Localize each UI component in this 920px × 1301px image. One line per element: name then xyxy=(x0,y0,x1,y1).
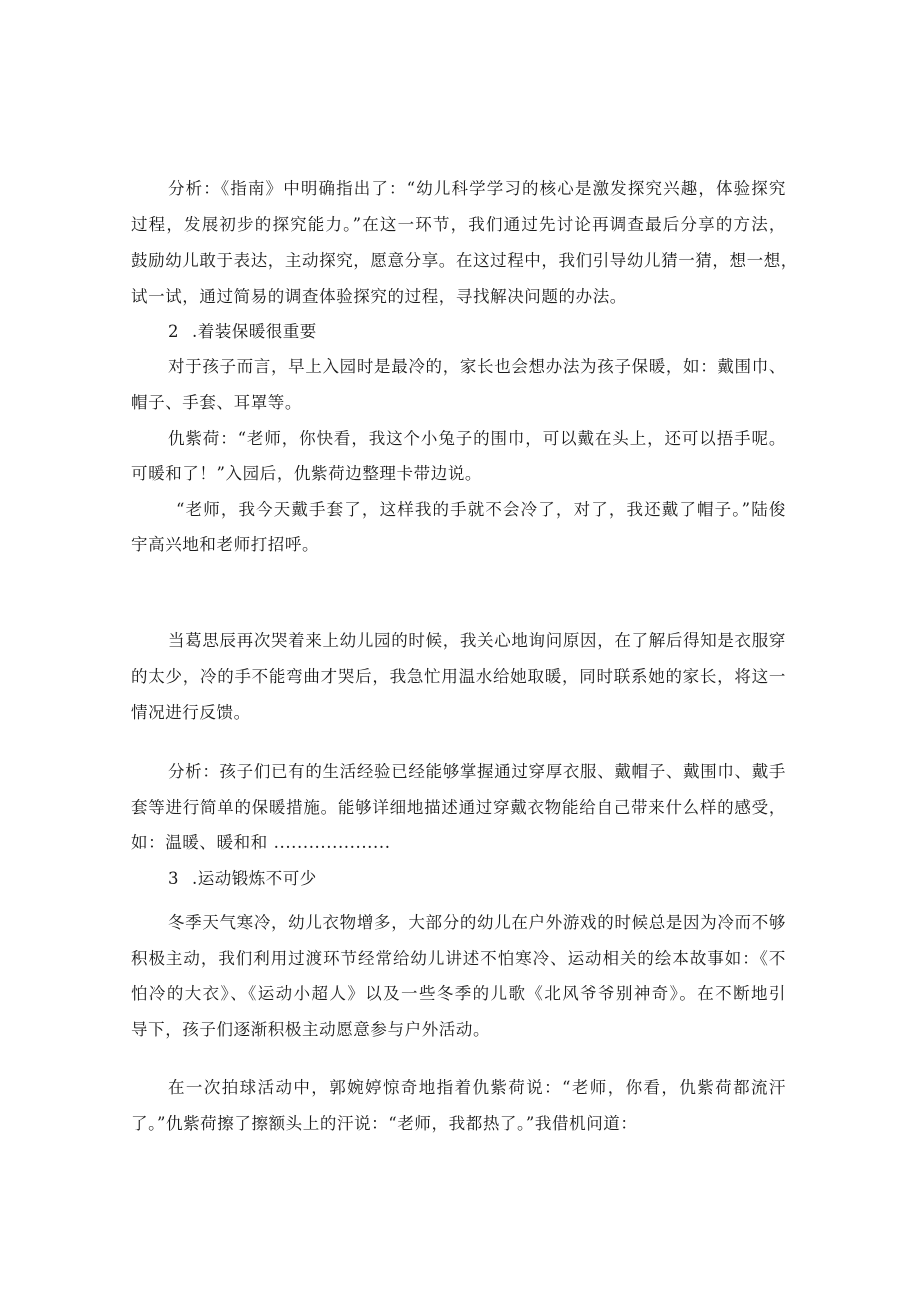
story-line-2: 的太少，冷的手不能弯曲才哭后，我急忙用温水给她取暖，同时联系她的家长，将这一 xyxy=(131,667,786,686)
heading-2-number: 2 xyxy=(168,322,179,341)
story-line-1: 当葛思辰再次哭着来上幼儿园的时候，我关心地询问原因，在了解后得知是衣服穿 xyxy=(168,631,786,650)
analysis1-line-1: 分析：《指南》中明确指出了：“幼儿科学学习的核心是激发探究兴趣，体验探究 xyxy=(168,179,786,198)
section-heading-3 xyxy=(168,868,317,890)
analysis1-line-4: 试一试，通过简易的调查体验探究的过程，寻找解决问题的办法。 xyxy=(131,287,627,306)
winter-line-1: 冬季天气寒冷，幼儿衣物增多，大部分的幼儿在户外游戏的时候总是因为冷而不够 xyxy=(168,913,786,932)
intro2-line-2: 帽子、手套、耳罩等。 xyxy=(131,393,302,412)
intro2-line-1: 对于孩子而言，早上入园时是最冷的，家长也会想办法为孩子保暖，如：戴围巾、 xyxy=(168,357,786,376)
ballgame-line-2: 了。”仇紫荷擦了擦额头上的汗说：“老师，我都热了。”我借机问道： xyxy=(131,1114,638,1133)
analysis2-line-2: 套等进行简单的保暖措施。能够详细地描述通过穿戴衣物能给自己带来什么样的感受， xyxy=(131,798,786,817)
section-heading-2 xyxy=(168,321,317,343)
dialogue1-line-2: 可暖和了！”入园后，仇紫荷边整理卡带边说。 xyxy=(131,464,483,483)
analysis1-line-2: 过程，发展初步的探究能力。”在这一环节，我们通过先讨论再调查最后分享的方法， xyxy=(131,215,786,234)
analysis1-line-3: 鼓励幼儿敢于表达，主动探究，愿意分享。在这过程中，我们引导幼儿猜一猜，想一想， xyxy=(131,251,798,270)
heading-2-title: .着装保暖很重要 xyxy=(192,322,317,341)
ballgame-line-1: 在一次拍球活动中，郭婉婷惊奇地指着仇紫荷说：“老师，你看，仇紫荷都流汗 xyxy=(168,1078,786,1097)
heading-3-title: .运动锻炼不可少 xyxy=(192,869,317,888)
winter-line-3: 怕冷的大衣》、《运动小超人》以及一些冬季的儿歌《北风爷爷别神奇》。在不断地引 xyxy=(131,984,786,1003)
story-line-3: 情况进行反馈。 xyxy=(131,703,251,722)
winter-line-4: 导下，孩子们逐渐积极主动愿意参与户外活动。 xyxy=(131,1020,491,1039)
winter-line-2: 积极主动，我们利用过渡环节经常给幼儿讲述不怕寒冷、运动相关的绘本故事如：《不 xyxy=(131,949,786,968)
analysis2-line-3: 如：温暖、暖和和 .................... xyxy=(131,833,391,852)
heading-3-number: 3 xyxy=(168,869,179,888)
dialogue2-line-1: “老师，我今天戴手套了，这样我的手就不会冷了，对了，我还戴了帽子。”陆俊 xyxy=(176,500,786,519)
analysis2-line-1: 分析：孩子们已有的生活经验已经能够掌握通过穿厚衣服、戴帽子、戴围巾、戴手 xyxy=(168,762,786,781)
dialogue2-line-2: 宇高兴地和老师打招呼。 xyxy=(131,535,320,554)
dialogue1-line-1: 仇紫荷：“老师，你快看，我这个小兔子的围巾，可以戴在头上，还可以捂手呢。 xyxy=(168,429,786,448)
